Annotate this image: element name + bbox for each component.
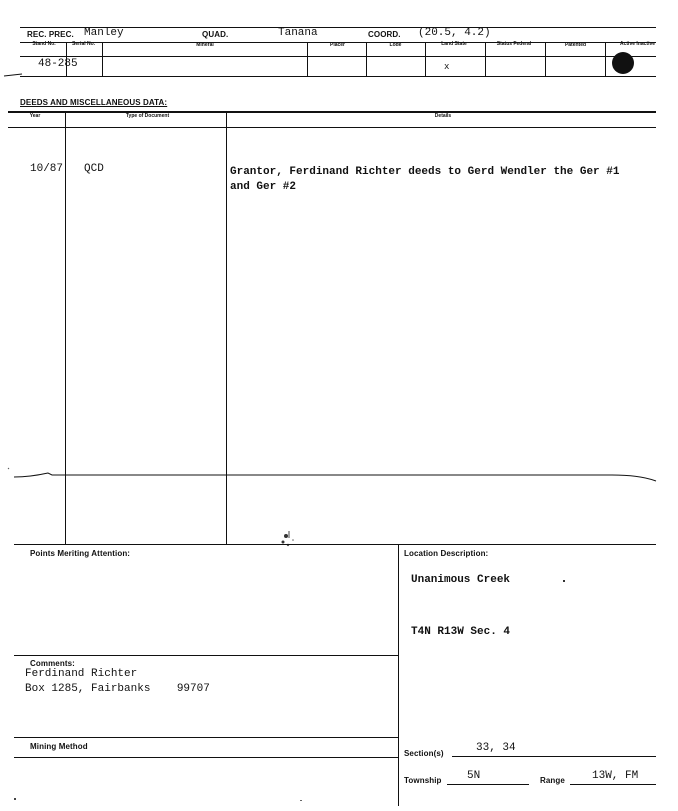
active-inactive-header: Active Inactive bbox=[620, 41, 656, 47]
stand-no-header: Stand No. bbox=[32, 41, 56, 47]
township-value: 5N bbox=[467, 770, 481, 782]
deed-year: 10/87 bbox=[30, 163, 64, 175]
status-federal-header: Status Federal bbox=[496, 41, 532, 47]
location-line1: Unanimous Creek bbox=[411, 574, 511, 586]
edge-mark bbox=[0, 70, 30, 80]
patented-header: Patented bbox=[564, 42, 587, 48]
type-column-header: Type of Document bbox=[125, 113, 170, 119]
stand-no-value: 48-285 bbox=[38, 58, 78, 70]
mineral-header: Mineral bbox=[196, 42, 214, 48]
sections-value: 33, 34 bbox=[476, 742, 516, 754]
scan-speck bbox=[14, 798, 16, 800]
coord-value: (20.5, 4.2) bbox=[418, 27, 491, 39]
comments-line2: Box 1285, Fairbanks 99707 bbox=[25, 683, 210, 695]
stray-dot bbox=[563, 580, 565, 582]
coord-label: COORD. bbox=[368, 30, 401, 39]
deed-details-line2: and Ger #2 bbox=[230, 181, 297, 193]
serial-no-header: Serial No. bbox=[72, 41, 96, 47]
sections-label: Section(s) bbox=[404, 749, 444, 758]
punch-hole-mark bbox=[612, 52, 634, 74]
land-state-header: Land State bbox=[441, 41, 467, 47]
range-value: 13W, FM bbox=[592, 770, 639, 782]
deeds-section-title: DEEDS AND MISCELLANEOUS DATA: bbox=[20, 98, 168, 107]
comments-label: Comments: bbox=[30, 659, 75, 668]
range-label: Range bbox=[540, 776, 565, 785]
placer-header: Placer bbox=[329, 42, 345, 48]
fold-line bbox=[0, 465, 678, 495]
quad-label: QUAD. bbox=[202, 30, 229, 39]
details-column-header: Details bbox=[434, 113, 452, 119]
year-column-header: Year bbox=[29, 113, 41, 119]
ink-smudge bbox=[276, 528, 300, 554]
comments-line1: Ferdinand Richter bbox=[25, 668, 138, 680]
deed-details-line1: Grantor, Ferdinand Richter deeds to Gerd Wendler the Ger #1 bbox=[230, 166, 620, 178]
points-meriting-attention-label: Points Meriting Attention: bbox=[30, 549, 131, 558]
scan-speck bbox=[300, 800, 302, 801]
lode-header: Lode bbox=[389, 42, 402, 48]
deed-type: QCD bbox=[84, 163, 104, 175]
land-state-mark: x bbox=[444, 62, 450, 72]
location-line2: T4N R13W Sec. 4 bbox=[411, 626, 511, 638]
township-label: Township bbox=[404, 776, 442, 785]
quad-value: Tanana bbox=[278, 27, 318, 39]
rec-prec-label: REC. PREC. bbox=[27, 30, 74, 39]
rec-prec-value: Manley bbox=[84, 27, 124, 39]
location-description-label: Location Description: bbox=[404, 549, 489, 558]
mining-method-label: Mining Method bbox=[30, 742, 88, 751]
